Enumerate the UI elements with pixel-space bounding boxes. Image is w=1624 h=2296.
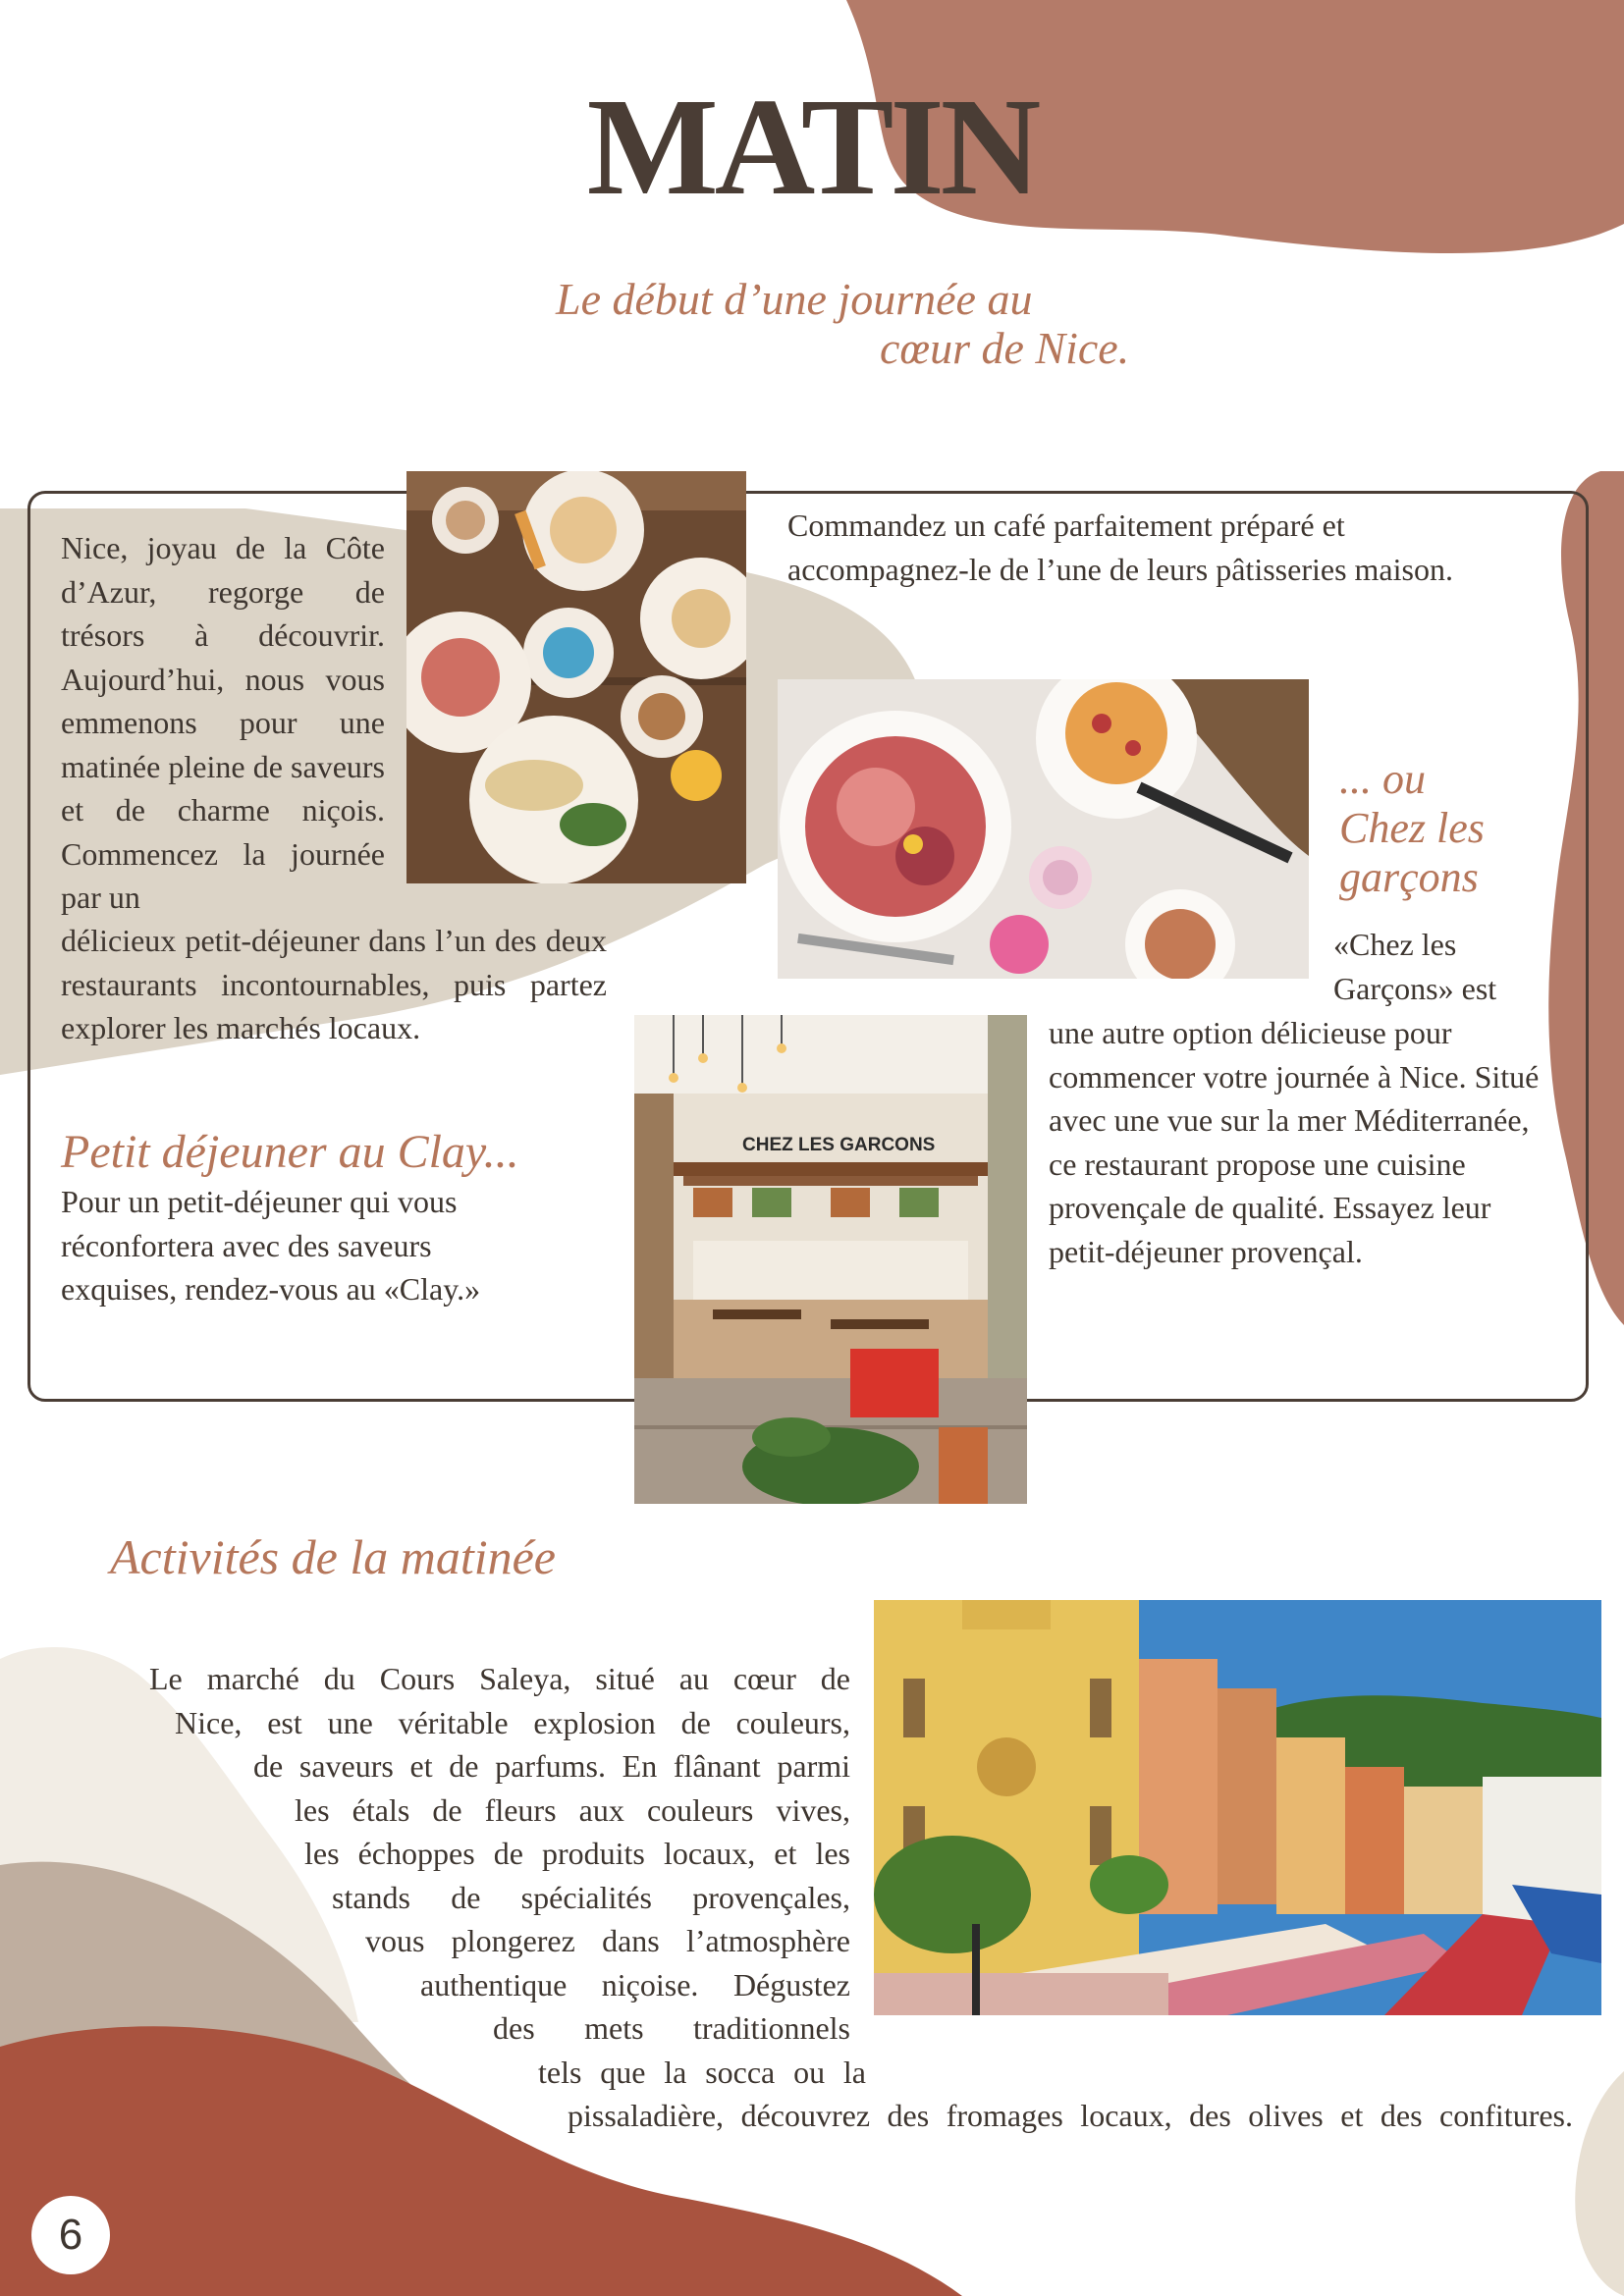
- activities-line: des mets traditionnels: [493, 2010, 850, 2046]
- clay-side-text: Commandez un café parfaitement préparé et accompagnez-le de l’une de leurs pâtisseries maison.: [787, 507, 1453, 587]
- activities-line: de saveurs et de parfums. En flânant parmi: [253, 1748, 850, 1784]
- subtitle-line-1: Le début d’une journée au: [556, 274, 1033, 324]
- chez-les-garcons-sign: CHEZ LES GARCONS: [742, 1135, 936, 1155]
- activities-line: tels que la socca ou la: [538, 2054, 866, 2090]
- clay-heading: Petit déjeuner au Clay...: [61, 1126, 519, 1178]
- activities-heading: Activités de la matinée: [110, 1529, 557, 1584]
- activities-line: Nice, est une véritable explosion de couleurs,: [175, 1704, 850, 1740]
- garcons-text: une autre option délicieuse pour commencer votre journée à Nice. Situé avec une vue sur la mer Méditerranée, ce restaurant propose une cuisine provençale de qualité. Essayez leur petit-déjeuner provençal.: [1049, 1015, 1540, 1269]
- intro-text-narrow: Nice, joyau de la Côte d’Azur, regorge de trésors à découvrir. Aujourd’hui, nous vous emmenons pour une matinée pleine de saveurs et de charme niçois. Commencez la journée par un: [61, 530, 385, 915]
- garcons-heading-line-3: garçons: [1339, 853, 1479, 901]
- garcons-text-line-2: Garçons» est: [1333, 971, 1497, 1006]
- activities-line: pissaladière, découvrez des fromages locaux, des olives et des confitures.: [568, 2098, 1573, 2133]
- bottom-right-beige-blob: [1575, 2071, 1624, 2296]
- activities-line: stands de spécialités provençales,: [332, 1879, 850, 1915]
- intro-text-wide: délicieux petit-déjeuner dans l’un des deux restaurants incontournables, puis partez explorer les marchés locaux.: [61, 923, 607, 1045]
- activities-line: les échoppes de produits locaux, et les: [304, 1836, 850, 1871]
- clay-text: Pour un petit-déjeuner qui vous réconfortera avec des saveurs exquises, rendez-vous au «Clay.»: [61, 1184, 481, 1307]
- activities-line: authentique niçoise. Dégustez: [420, 1966, 850, 2002]
- activities-line: vous plongerez dans l’atmosphère: [365, 1923, 850, 1958]
- cours-saleya-market-photo: [874, 1600, 1601, 2015]
- garcons-heading-line-1: ... ou: [1339, 755, 1426, 803]
- chez-les-garcons-interior-photo: [634, 1015, 1027, 1504]
- carpaccio-plates-photo: [778, 679, 1309, 979]
- breakfast-table-photo: [406, 471, 746, 883]
- activities-line: les étals de fleurs aux couleurs vives,: [295, 1791, 850, 1828]
- subtitle-line-2: cœur de Nice.: [880, 323, 1130, 373]
- garcons-text-line-1: «Chez les: [1333, 927, 1457, 962]
- page-title: MATIN: [586, 69, 1038, 224]
- page-number: 6: [31, 2196, 110, 2274]
- garcons-heading-line-2: Chez les: [1339, 804, 1485, 852]
- activities-line: Le marché du Cours Saleya, situé au cœur de: [149, 1661, 850, 1696]
